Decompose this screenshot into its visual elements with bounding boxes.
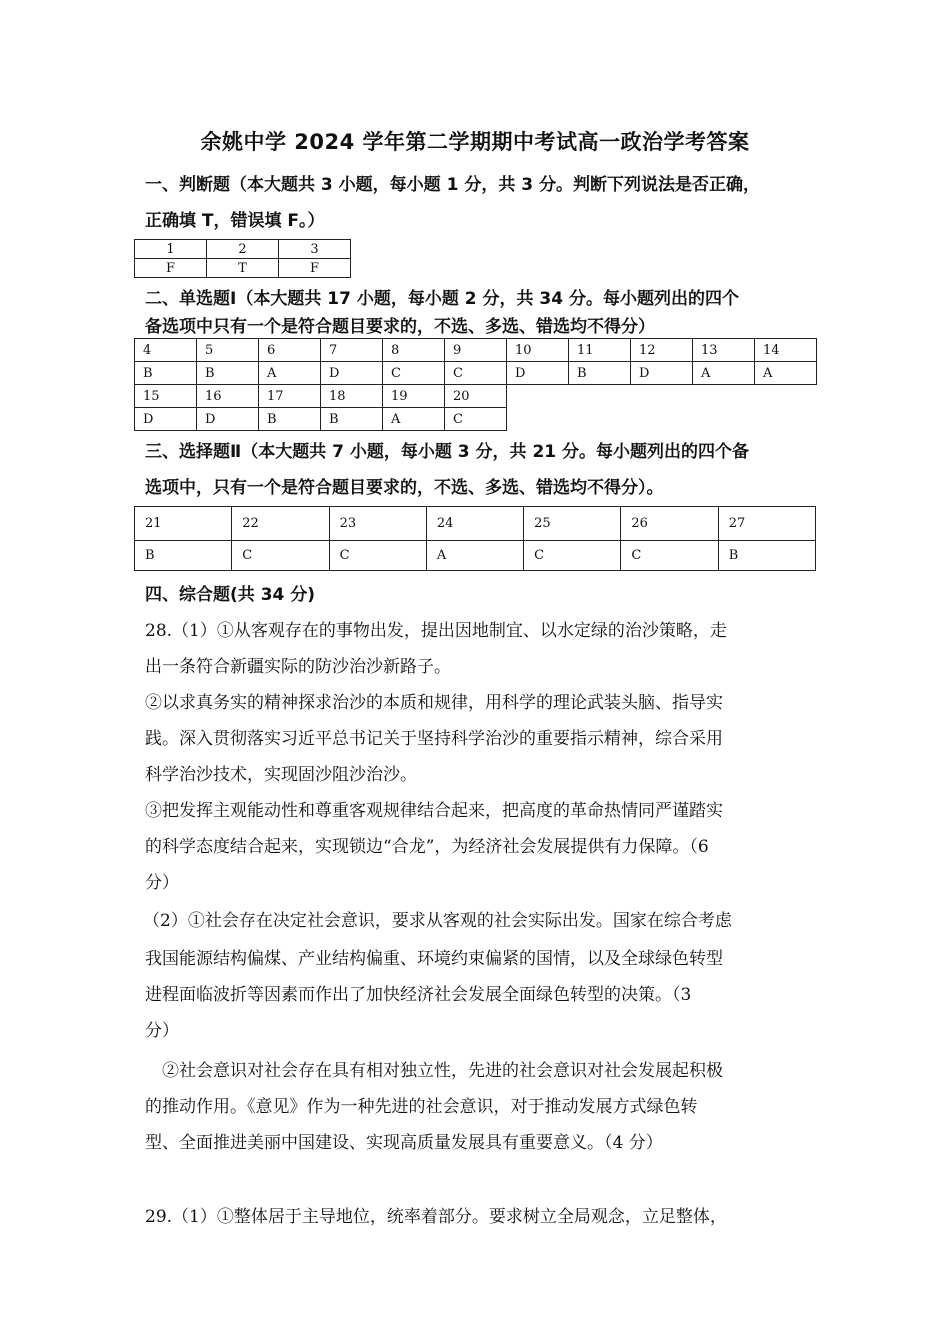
- table-row: [135, 240, 351, 259]
- answer-text-line: ②社会意识对社会存在具有相对独立性，先进的社会意识对社会发展起积极: [162, 1061, 723, 1081]
- empty-cell: [507, 408, 569, 431]
- answer-cell: C: [445, 408, 507, 431]
- empty-cell: [569, 408, 631, 431]
- answer-cell: C: [383, 362, 445, 385]
- answer-cell: A: [755, 362, 817, 385]
- answer-text-line: 科学治沙技术，实现固沙阻沙治沙。: [145, 765, 417, 785]
- section1-heading-line1: 一、判断题（本大题共 3 小题，每小题 1 分，共 3 分。判断下列说法是否正确，: [145, 175, 760, 195]
- table-row: [135, 541, 816, 571]
- question-number: 27: [718, 507, 815, 541]
- answer-cell: D: [135, 408, 197, 431]
- answer-cell: T: [207, 259, 279, 278]
- section4-heading: 四、综合题(共 34 分): [145, 585, 316, 605]
- question-number: 13: [693, 339, 755, 362]
- page-title: 余姚中学 2024 学年第二学期期中考试高一政治学考答案: [200, 130, 750, 154]
- question-number: 3: [279, 240, 351, 259]
- table-row: [135, 259, 351, 278]
- question-number: 1: [135, 240, 207, 259]
- section2-heading-line1: 二、单选题Ⅰ（本大题共 17 小题，每小题 2 分，共 34 分。每小题列出的四个: [145, 289, 739, 309]
- answer-text-line: 我国能源结构偏煤、产业结构偏重、环境约束偏紧的国情，以及全球绿色转型: [145, 949, 723, 969]
- empty-cell: [507, 385, 569, 408]
- empty-cell: [631, 385, 693, 408]
- section1-heading-line2: 正确填 T，错误填 F。）: [145, 211, 325, 231]
- answer-cell: C: [445, 362, 507, 385]
- question-number: 15: [135, 385, 197, 408]
- question-number: 16: [197, 385, 259, 408]
- answer-text-line: （2）①社会存在决定社会意识，要求从客观的社会实际出发。国家在综合考虑: [143, 911, 732, 931]
- table-row: [135, 339, 817, 362]
- question-number: 21: [135, 507, 232, 541]
- answer-text-line: 出一条符合新疆实际的防沙治沙新路子。: [145, 657, 451, 677]
- answer-cell: D: [507, 362, 569, 385]
- table-row: [135, 507, 816, 541]
- empty-cell: [693, 385, 755, 408]
- answer-text-line: 践。深入贯彻落实习近平总书记关于坚持科学治沙的重要指示精神，综合采用: [145, 729, 723, 749]
- answer-text-line: 分）: [145, 1021, 179, 1041]
- question-number: 19: [383, 385, 445, 408]
- question-number: 25: [524, 507, 621, 541]
- table-row: [135, 385, 817, 408]
- answer-cell: A: [259, 362, 321, 385]
- answer-text-line: ③把发挥主观能动性和尊重客观规律结合起来，把高度的革命热情同严谨踏实: [145, 801, 723, 821]
- judgement-answer-table: [134, 239, 351, 278]
- question-number: 7: [321, 339, 383, 362]
- question-number: 4: [135, 339, 197, 362]
- answer-cell: B: [197, 362, 259, 385]
- choice-2-answer-table: [134, 506, 816, 571]
- question-number: 9: [445, 339, 507, 362]
- question-number: 14: [755, 339, 817, 362]
- answer-cell: A: [383, 408, 445, 431]
- question-number: 24: [426, 507, 523, 541]
- answer-cell: B: [135, 541, 232, 571]
- answer-cell: A: [426, 541, 523, 571]
- answer-text-line: 28.（1）①从客观存在的事物出发，提出因地制宜、以水定绿的治沙策略，走: [145, 621, 727, 641]
- answer-cell: F: [135, 259, 207, 278]
- answer-text-line: 的科学态度结合起来，实现锁边“合龙”，为经济社会发展提供有力保障。（6: [145, 837, 709, 857]
- question-number: 11: [569, 339, 631, 362]
- answer-cell: A: [693, 362, 755, 385]
- empty-cell: [569, 385, 631, 408]
- answer-cell: B: [321, 408, 383, 431]
- question-number: 10: [507, 339, 569, 362]
- answer-text-line: ②以求真务实的精神探求治沙的本质和规律，用科学的理论武装头脑、指导实: [145, 693, 723, 713]
- answer-cell: C: [232, 541, 329, 571]
- answer-cell: B: [259, 408, 321, 431]
- answer-cell: D: [631, 362, 693, 385]
- answer-cell: F: [279, 259, 351, 278]
- answer-text-line: 分）: [145, 873, 179, 893]
- question-number: 22: [232, 507, 329, 541]
- answer-cell: B: [569, 362, 631, 385]
- answer-text-line: 型、全面推进美丽中国建设、实现高质量发展具有重要意义。（4 分）: [145, 1133, 663, 1153]
- question-number: 2: [207, 240, 279, 259]
- question-number: 26: [621, 507, 718, 541]
- answer-cell: D: [321, 362, 383, 385]
- question-number: 12: [631, 339, 693, 362]
- empty-cell: [693, 408, 755, 431]
- section2-heading-line2: 备选项中只有一个是符合题目要求的，不选、多选、错选均不得分）: [145, 317, 655, 337]
- empty-cell: [755, 408, 817, 431]
- question-number: 20: [445, 385, 507, 408]
- question-number: 6: [259, 339, 321, 362]
- question-number: 18: [321, 385, 383, 408]
- question-number: 8: [383, 339, 445, 362]
- section3-heading-line1: 三、选择题Ⅱ（本大题共 7 小题，每小题 3 分，共 21 分。每小题列出的四个备: [145, 442, 750, 462]
- table-row: [135, 408, 817, 431]
- answer-cell: B: [135, 362, 197, 385]
- answer-text-line: 29.（1）①整体居于主导地位，统率着部分。要求树立全局观念，立足整体，: [145, 1207, 727, 1227]
- empty-cell: [631, 408, 693, 431]
- single-choice-1-answer-table: [134, 338, 817, 431]
- question-number: 5: [197, 339, 259, 362]
- answer-text-line: 进程面临波折等因素而作出了加快经济社会发展全面绿色转型的决策。（3: [145, 985, 692, 1005]
- empty-cell: [755, 385, 817, 408]
- question-number: 23: [329, 507, 426, 541]
- answer-text-line: 的推动作用。《意见》作为一种先进的社会意识，对于推动发展方式绿色转: [145, 1097, 698, 1117]
- answer-cell: D: [197, 408, 259, 431]
- table-row: [135, 362, 817, 385]
- section3-heading-line2: 选项中，只有一个是符合题目要求的，不选、多选、错选均不得分）。: [145, 478, 664, 498]
- question-number: 17: [259, 385, 321, 408]
- answer-cell: C: [524, 541, 621, 571]
- answer-cell: B: [718, 541, 815, 571]
- answer-cell: C: [621, 541, 718, 571]
- answer-cell: C: [329, 541, 426, 571]
